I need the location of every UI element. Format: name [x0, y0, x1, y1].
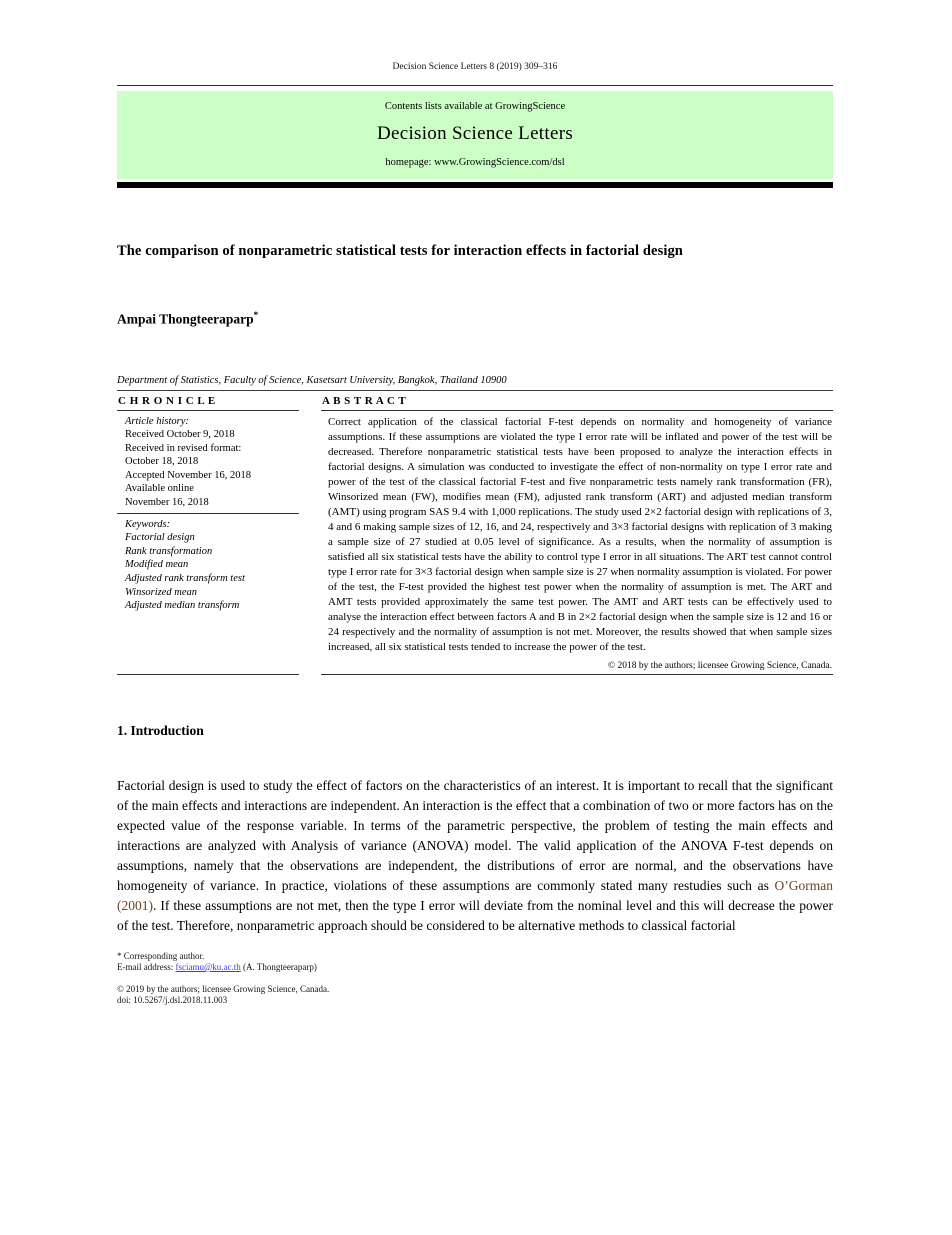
chronicle-column — [117, 391, 299, 675]
contents-availability-line: Contents lists available at GrowingScience — [384, 101, 566, 112]
keyword-item: Modified mean — [125, 559, 189, 571]
chronicle-header: C H R O N I C L E — [117, 391, 299, 411]
email-line — [117, 962, 833, 974]
email-suffix: (A. Thongteeraparp) — [240, 962, 317, 972]
abstract-column — [321, 391, 833, 675]
keyword-item: Winsorized mean — [125, 586, 198, 598]
history-item: Accepted November 16, 2018 — [125, 469, 251, 481]
running-head: Decision Science Letters 8 (2019) 309–316 — [392, 62, 558, 72]
keywords-block — [117, 514, 299, 616]
author-line — [117, 310, 833, 328]
author-footnote-mark: * — [253, 310, 259, 320]
corresponding-author-note: * Corresponding author. — [117, 950, 205, 961]
journal-title: Decision Science Letters — [376, 123, 574, 144]
keyword-item: Adjusted median transform — [125, 600, 240, 612]
email-label: E-mail address: — [117, 962, 176, 972]
article-history-label: Article history: — [125, 415, 189, 427]
author-affiliation: Department of Statistics, Faculty of Science, Kasetsart University, Bangkok, Thailand 10900 — [117, 374, 507, 386]
footnote-copyright: © 2019 by the authors; licensee Growing Science, Canada. — [117, 983, 330, 994]
history-item: Received in revised format: — [125, 442, 242, 454]
abstract-header: A B S T R A C T — [321, 391, 833, 411]
history-item: October 18, 2018 — [125, 456, 199, 468]
keyword-item: Adjusted rank transform test — [125, 573, 245, 585]
section-heading-introduction: 1. Introduction — [117, 722, 204, 738]
header-divider — [117, 85, 833, 86]
introduction-paragraph — [117, 776, 833, 936]
paper-title: The comparison of nonparametric statistical tests for interaction effects in factorial design — [117, 243, 683, 259]
keyword-item: Factorial design — [125, 532, 195, 544]
citation-link-ogorman-2001[interactable]: O’Gorman (2001) — [117, 877, 833, 913]
intro-text-after-citation: . If these assumptions are not met, then the type I error will deviate from the nominal level and this will decrease the power of the test. Therefore, nonparametric approach should be considered to be alternative methods to classical factorial — [117, 897, 833, 933]
abstract-text: Correct application of the classical factorial F-test depends on normality and homogeneity of variance assumptions. If these assumptions are violated the type I error rate will be inflated and power of the test will be decreased. Therefore nonparametric statistical tests have been proposed to analyze the interaction effects in factorial designs. A simulation was conducted to investigate the effect of non-normality on type I error rate and power of the test of the classical factorial F-test and five nonparametric tests namely rank transformation (FR), Winsorized mean (FW), modifies mean (FM), adjusted rank transform (ART) and adjusted median transform (AMT) using program SAS 9.4 with 1,000 replications. The study used 2×2 factorial design with replications of 3, 4 and 6 making sample sizes of 12, 16, and 24, respectively and 3×3 factorial designs with replication of 3 making a sample size of 27 studied at 0.05 level of significance. As a results, when the normality of assumption is satisfied all six statistical tests have the ability to control type I error in all situations. The ART test cannot control type I error rate for 3×3 factorial design when sample size is 27 when normality assumption is violated. For power of the test, the F-test provided the highest test power when the normality of assumption is met. The ART and AMT tests provided approximately the same test power. The AMT and ART tests can be effectively used to analyse the interaction effect between factors A and B in 2×2 factorial design when the sample size is 12 and 16 or 24 respectively and the normality of assumption is not met. Moreover, the results showed that when sample sizes increased, all six statistical tests tended to increase the power of the test. — [328, 415, 832, 653]
keywords-label: Keywords: — [125, 518, 171, 530]
history-item: Available online — [125, 483, 194, 495]
author-name: Ampai Thongteeraparp — [117, 311, 254, 327]
history-item: November 16, 2018 — [125, 497, 209, 509]
journal-masthead-box — [117, 91, 833, 179]
abstract-copyright: © 2018 by the authors; licensee Growing Science, Canada. — [607, 660, 832, 671]
footnote-area — [117, 951, 833, 1007]
keyword-item: Rank transformation — [125, 545, 213, 557]
chronicle-abstract-table — [117, 390, 833, 675]
intro-text-before-citation: Factorial design is used to study the effect of factors on the characteristics of an interest. It is important to recall that the significant of the main effects and interactions are independent. An interaction is the effect that a combination of two or more factors has on the expected value of the response variable. In terms of the parametric perspective, the problem of testing the main effects and interactions are analyzed with Analysis of variance (ANOVA) model. The valid application of the ANOVA F-test depends on assumptions, namely that the observations are independent, the distributions of error are normal, and the observations have homogeneity of variance. In practice, violations of these assumptions are commonly stated many restudies such as — [117, 777, 833, 893]
masthead-thick-rule — [117, 182, 833, 188]
email-link[interactable]: fsciamu@ku.ac.th — [175, 962, 241, 972]
journal-homepage-link[interactable]: homepage: www.GrowingScience.com/dsl — [385, 157, 565, 168]
article-history-block — [117, 411, 299, 513]
history-item: Received October 9, 2018 — [125, 429, 235, 441]
doi-line: doi: 10.5267/j.dsl.2018.11.003 — [117, 995, 228, 1005]
